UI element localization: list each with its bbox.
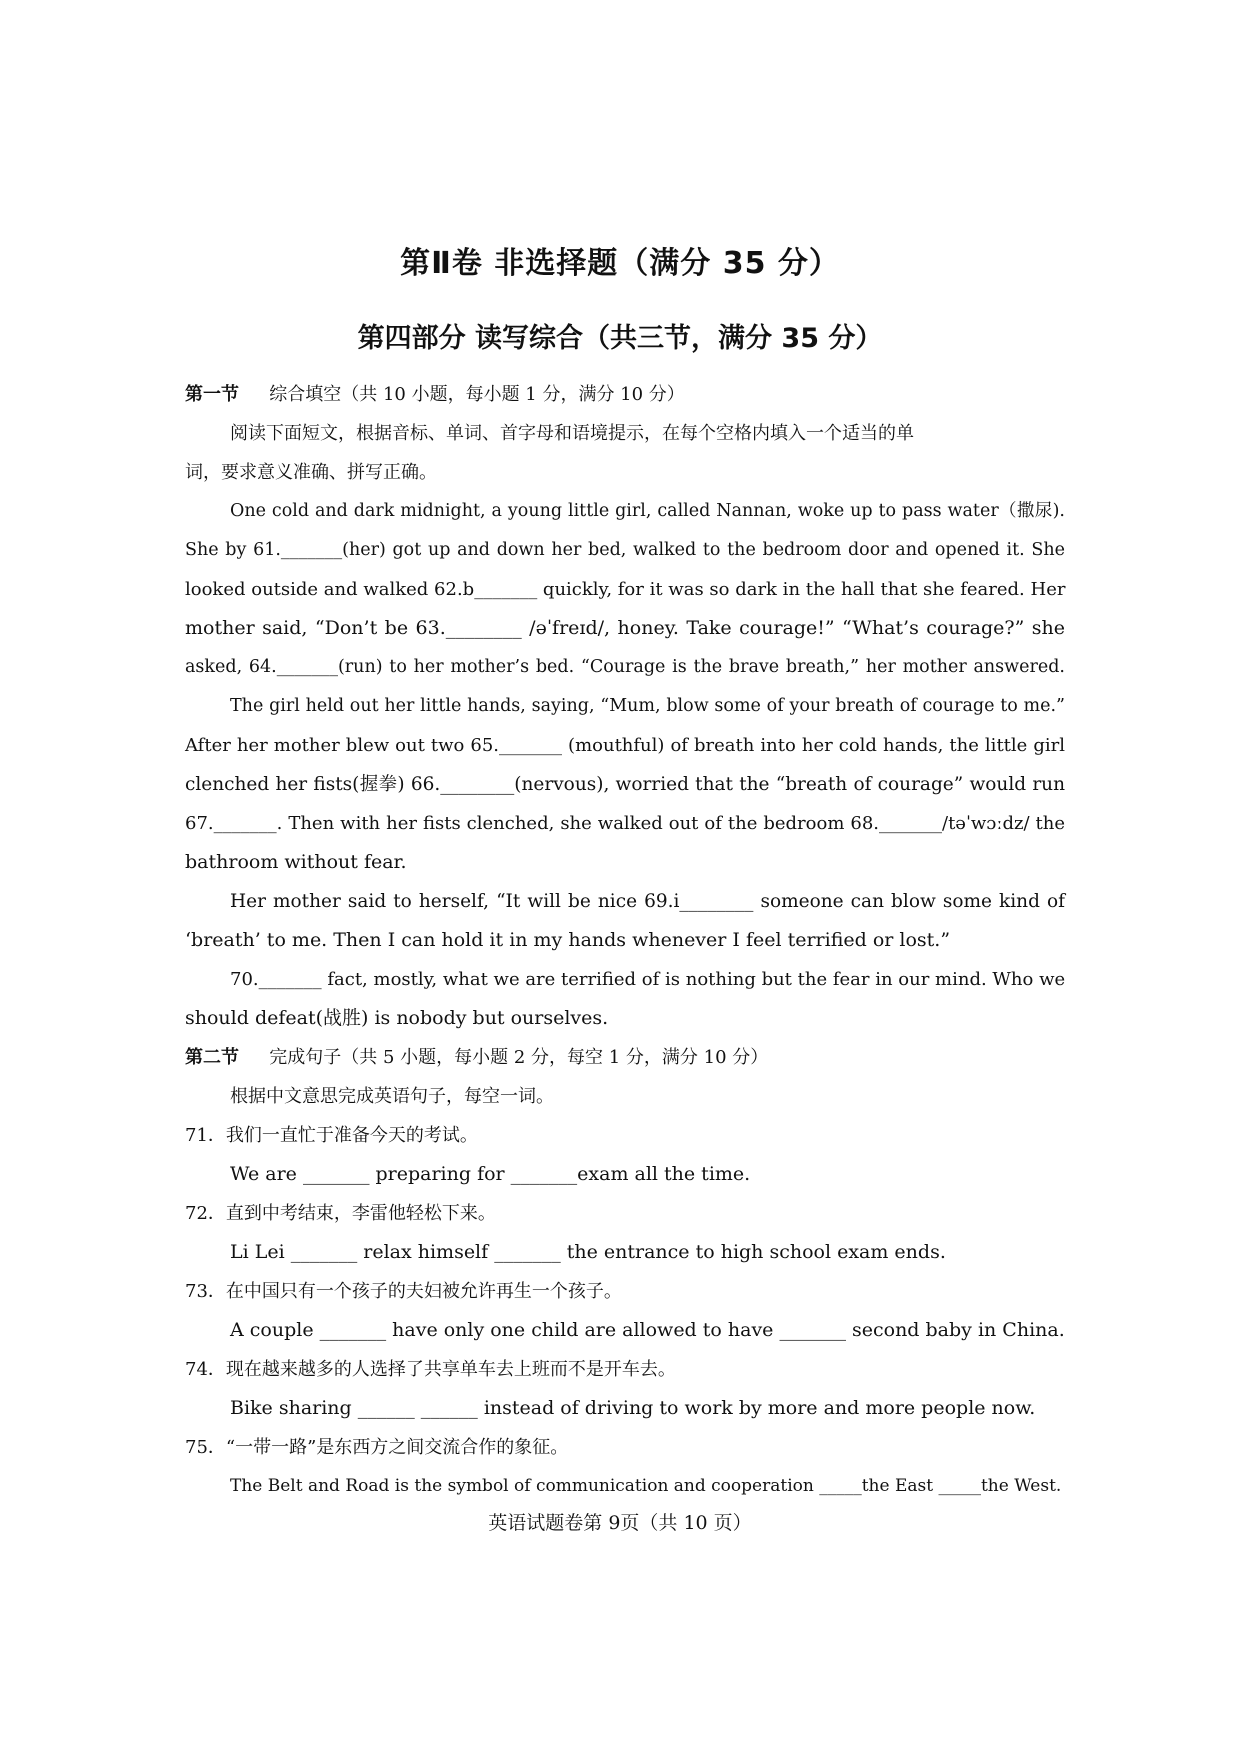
section1-heading: 第一节 bbox=[185, 384, 239, 405]
section2-instruction: 根据中文意思完成英语句子，每空一词。 bbox=[230, 1086, 554, 1107]
section2-heading: 第二节 bbox=[185, 1047, 239, 1068]
question-cn: 73．在中国只有一个孩子的夫妇被允许再生一个孩子。 bbox=[185, 1281, 622, 1302]
part-title: 第四部分 读写综合（共三节，满分 35 分） bbox=[357, 323, 883, 354]
passage-line: One cold and dark midnight, a young little girl, called Nannan, woke up to pass water（撒尿). bbox=[230, 501, 1065, 521]
passage-line: bathroom without fear. bbox=[185, 851, 407, 873]
question-en: The Belt and Road is the symbol of communication and cooperation _____the East _____the West. bbox=[230, 1476, 1062, 1496]
section1-instruction-line1: 阅读下面短文，根据音标、单词、首字母和语境提示，在每个空格内填入一个适当的单 bbox=[230, 423, 914, 444]
passage-line: After her mother blew out two 65._______ (mouthful) of breath into her cold hands, the little girl bbox=[185, 735, 1065, 756]
passage-line: 70._______ fact, mostly, what we are terrified of is nothing but the fear in our mind. Who we bbox=[230, 969, 1066, 990]
section1-desc: 综合填空（共 10 小题，每小题 1 分，满分 10 分） bbox=[269, 384, 685, 405]
section1-instruction-line2: 词，要求意义准确、拼写正确。 bbox=[185, 462, 437, 483]
section2-desc: 完成句子（共 5 小题，每小题 2 分，每空 1 分，满分 10 分） bbox=[269, 1047, 769, 1068]
question-en: A couple _______ have only one child are allowed to have _______ second baby in China. bbox=[230, 1319, 1065, 1341]
section2-header bbox=[185, 1038, 1065, 1077]
question-cn: 74．现在越来越多的人选择了共享单车去上班而不是开车去。 bbox=[185, 1359, 676, 1380]
passage-line: ‘breath’ to me. Then I can hold it in my hands whenever I feel terrified or lost.” bbox=[185, 929, 951, 951]
passage-line: Her mother said to herself, “It will be nice 69.i________ someone can blow some kind of bbox=[230, 891, 1065, 912]
paper-title: 第Ⅱ卷 非选择题（满分 35 分） bbox=[400, 246, 840, 281]
passage-line: The girl held out her little hands, saying, “Mum, blow some of your breath of courage to me.” bbox=[230, 696, 1065, 716]
question-cn: 71．我们一直忙于准备今天的考试。 bbox=[185, 1125, 478, 1146]
passage-line: mother said, “Don’t be 63.________ /əˈfreɪd/, honey. Take courage!” “What’s courage?” she bbox=[185, 617, 1065, 639]
section1-header bbox=[185, 375, 1065, 414]
question-cn: 72．直到中考结束，李雷他轻松下来。 bbox=[185, 1203, 496, 1224]
question-en: Li Lei _______ relax himself _______ the entrance to high school exam ends. bbox=[230, 1241, 946, 1263]
question-en: Bike sharing ______ ______ instead of driving to work by more and more people now. bbox=[230, 1397, 1036, 1419]
passage-line: She by 61._______(her) got up and down her bed, walked to the bedroom door and opened it. She bbox=[185, 540, 1065, 560]
page-footer: 英语试题卷第 9页（共 10 页） bbox=[488, 1512, 752, 1534]
question-en: We are _______ preparing for _______exam all the time. bbox=[230, 1163, 751, 1185]
passage-line: 67._______. Then with her fists clenched, she walked out of the bedroom 68._______/təˈwɔːdz/ the bbox=[185, 813, 1065, 834]
exam-content bbox=[185, 375, 1065, 1506]
passage-line: clenched her fists(握拳) 66.________(nervous), worried that the “breath of courage” would run bbox=[185, 774, 1065, 795]
passage-line: should defeat(战胜) is nobody but ourselves. bbox=[185, 1007, 609, 1029]
question-cn: 75．“一带一路”是东西方之间交流合作的象征。 bbox=[185, 1437, 569, 1458]
passage-line: looked outside and walked 62.b_______ quickly, for it was so dark in the hall that she feared. Her bbox=[185, 579, 1066, 600]
passage-line: asked, 64._______(run) to her mother’s bed. “Courage is the brave breath,” her mother answered. bbox=[185, 657, 1065, 677]
